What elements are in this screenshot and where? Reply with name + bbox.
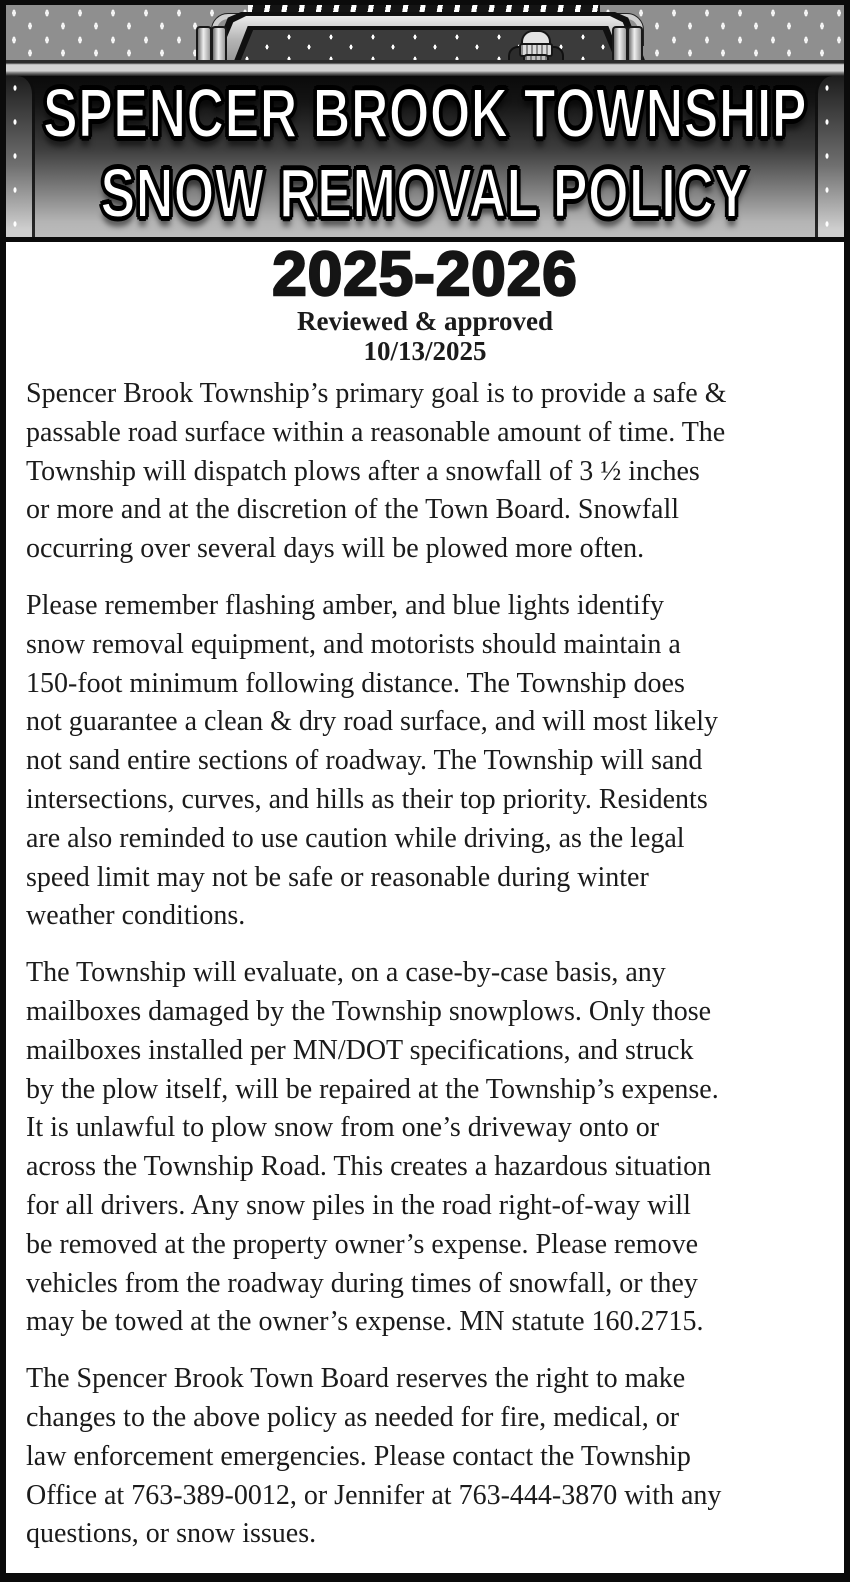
paragraph (26, 1360, 836, 1554)
body-line: Please remember flashing amber, and blue lights identify (26, 589, 665, 621)
body-line: or more and at the discretion of the Town Board. Snowfall (26, 494, 680, 526)
body-line: by the plow itself, will be repaired at the Township’s expense. (26, 1073, 719, 1105)
body-line: 150-foot minimum following distance. The Township does (26, 667, 685, 699)
body-line: speed limit may not be safe or reasonable during winter (26, 861, 649, 893)
paragraph (26, 954, 836, 1342)
body-line: The Spencer Brook Town Board reserves the right to make (26, 1363, 686, 1395)
body-line: be removed at the property owner’s expense. Please remove (26, 1228, 699, 1260)
body-line: are also reminded to use caution while driving, as the legal (26, 822, 685, 854)
title-line-township: SPENCER BROOK TOWNSHIP (42, 75, 808, 153)
body-line: mailboxes damaged by the Township snowplows. Only those (26, 995, 712, 1027)
title-line-policy: SNOW REMOVAL POLICY (100, 155, 750, 233)
reviewed-label: Reviewed & approved (297, 306, 553, 336)
header-illustration (0, 0, 850, 242)
season-title: 2025-2026 (272, 242, 578, 309)
paragraph (26, 587, 836, 936)
body-line: across the Township Road. This creates a hazardous situation (26, 1151, 712, 1183)
body-line: mailboxes installed per MN/DOT specifications, and struck (26, 1034, 694, 1066)
body-line: not guarantee a clean & dry road surface, and will most likely (26, 706, 718, 738)
body-line: The Township will evaluate, on a case-by-case basis, any (26, 957, 666, 989)
body-line: weather conditions. (26, 900, 246, 932)
body-line: intersections, curves, and hills as their top priority. Residents (26, 783, 708, 815)
body-line: may be towed at the owner’s expense. MN statute 160.2715. (26, 1306, 704, 1338)
header-divider (0, 237, 850, 242)
body-line: passable road surface within a reasonable amount of time. The (26, 416, 726, 448)
notice-body (6, 242, 844, 1573)
body-text (6, 375, 844, 1554)
body-line: not sand entire sections of roadway. The Township will sand (26, 745, 703, 777)
paragraph (26, 375, 836, 569)
body-line: changes to the above policy as needed for fire, medical, or (26, 1401, 680, 1433)
body-line: Township will dispatch plows after a snowfall of 3 ½ inches (26, 455, 700, 487)
approved-date: 10/13/2025 (363, 336, 487, 366)
body-line: for all drivers. Any snow piles in the road right-of-way will (26, 1189, 691, 1221)
body-line: It is unlawful to plow snow from one’s driveway onto or (26, 1112, 660, 1144)
body-line: occurring over several days will be plowed more often. (26, 533, 645, 565)
body-line: snow removal equipment, and motorists should maintain a (26, 628, 681, 660)
body-line: vehicles from the roadway during times of snowfall, or they (26, 1267, 698, 1299)
body-line: law enforcement emergencies. Please contact the Township (26, 1440, 691, 1472)
body-line: Office at 763-389-0012, or Jennifer at 763-444-3870 with any (26, 1479, 722, 1511)
body-line: questions, or snow issues. (26, 1518, 317, 1550)
body-line: Spencer Brook Township’s primary goal is to provide a safe & (26, 378, 727, 409)
